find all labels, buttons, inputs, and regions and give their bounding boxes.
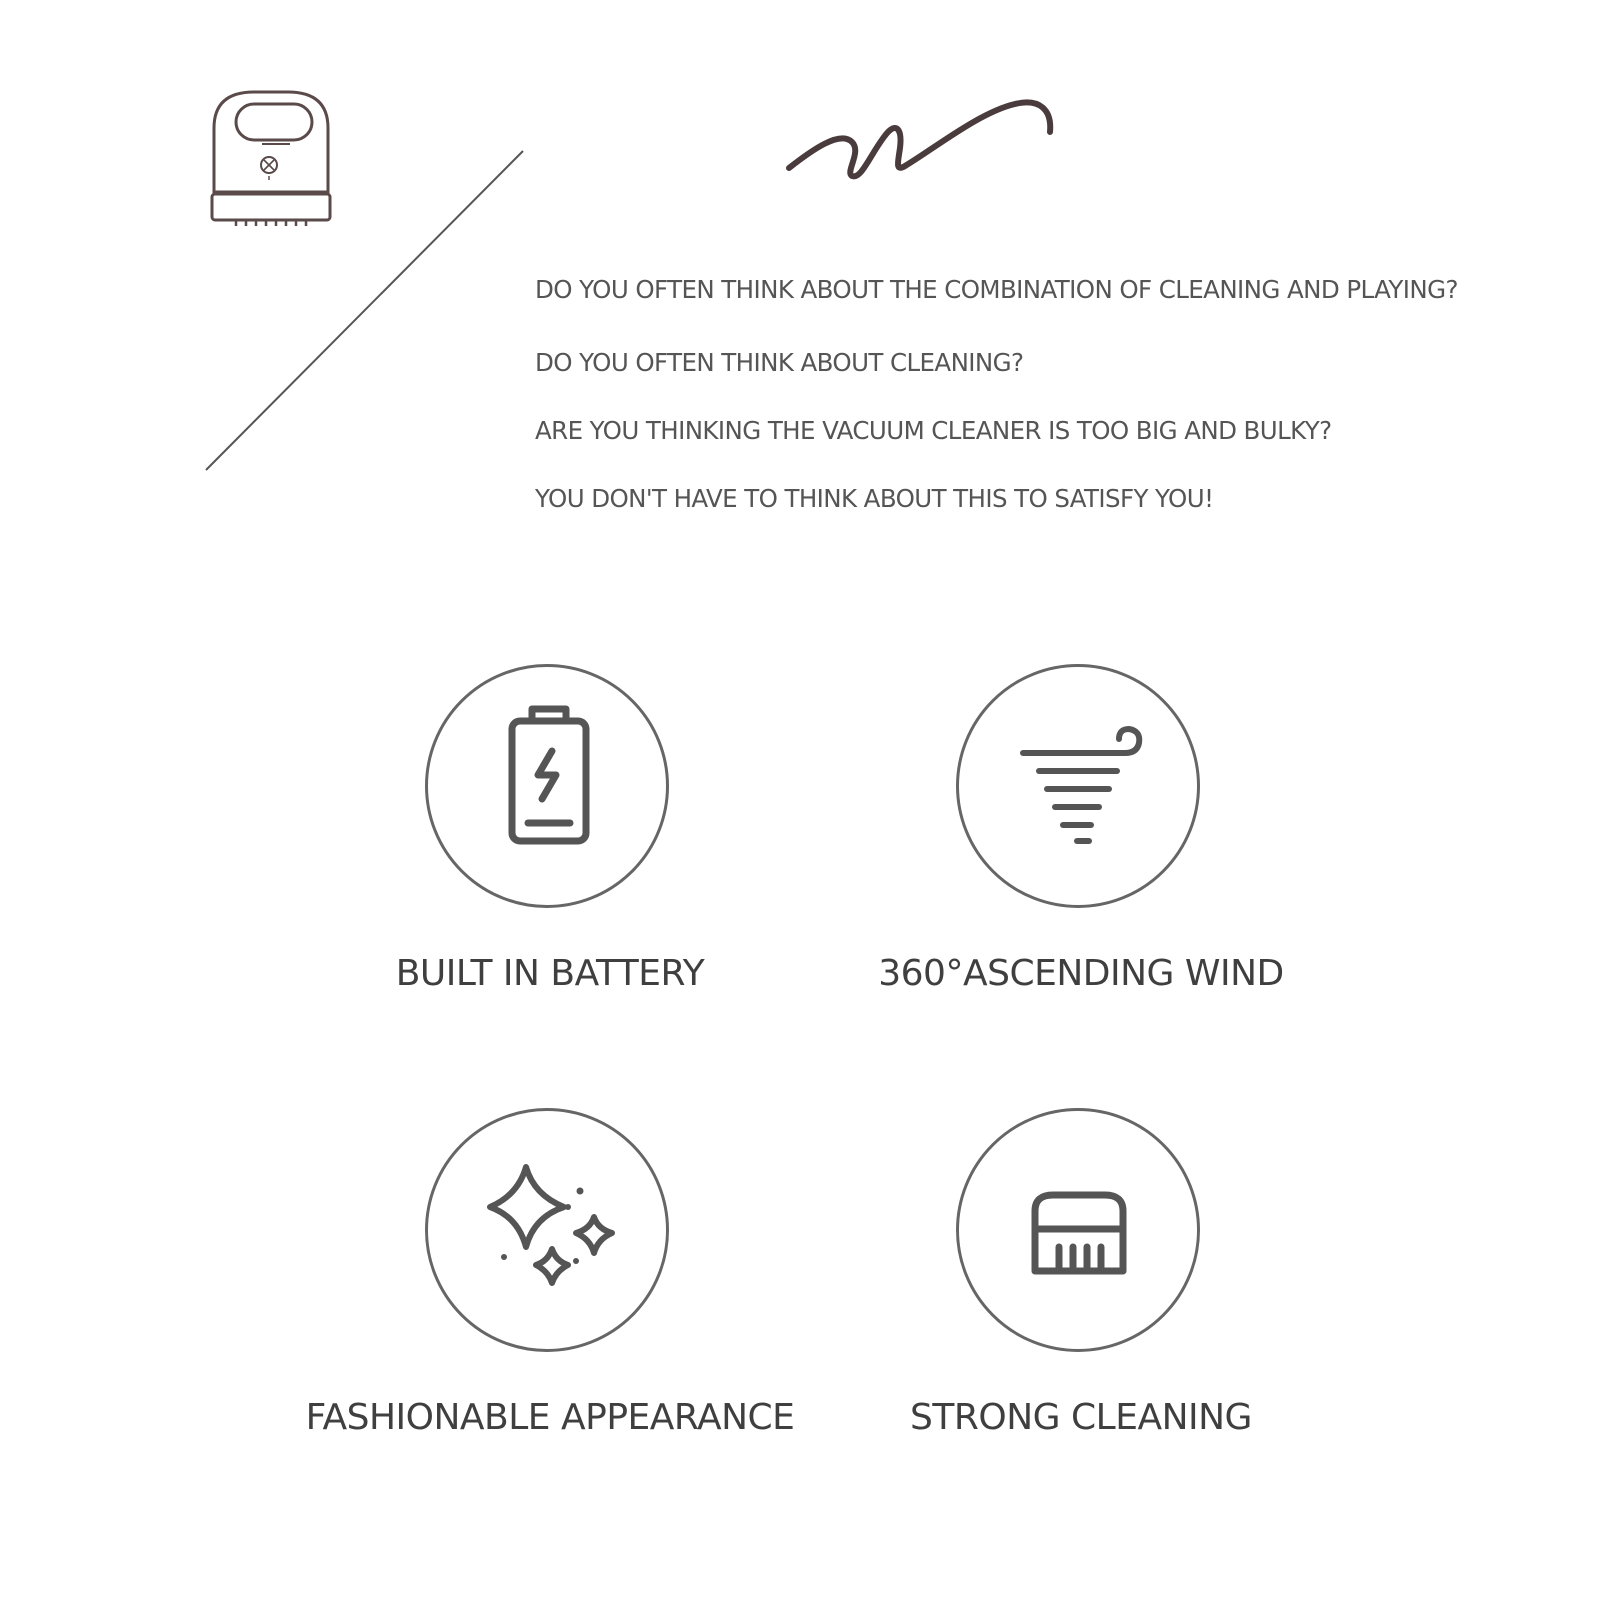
feature-circle (425, 664, 669, 908)
feature-strong-cleaning (801, 1108, 1361, 1528)
feature-built-in-battery (270, 664, 830, 1084)
handwritten-scribble (789, 102, 1050, 176)
feature-fashionable-appearance (270, 1108, 830, 1528)
feature-circle (956, 664, 1200, 908)
mini-vacuum-icon (212, 92, 330, 226)
sparkles-icon (428, 1111, 666, 1349)
feature-ascending-wind (801, 664, 1361, 1084)
question-text: DO YOU OFTEN THINK ABOUT CLEANING? (535, 348, 1024, 377)
question-text: ARE YOU THINKING THE VACUUM CLEANER IS TOO BIG AND BULKY? (535, 416, 1332, 445)
feature-label: STRONG CLEANING (910, 1397, 1252, 1438)
feature-circle (425, 1108, 669, 1352)
feature-label: FASHIONABLE APPEARANCE (305, 1397, 795, 1438)
tornado-wind-icon (959, 667, 1197, 905)
feature-label: 360°ASCENDING WIND (878, 953, 1284, 994)
battery-charging-icon (428, 667, 666, 905)
diagonal-divider (206, 151, 523, 470)
question-text: DO YOU OFTEN THINK ABOUT THE COMBINATION OF CLEANING AND PLAYING? (535, 275, 1458, 304)
vacuum-brush-icon (959, 1111, 1197, 1349)
feature-circle (956, 1108, 1200, 1352)
question-text: YOU DON'T HAVE TO THINK ABOUT THIS TO SATISFY YOU! (535, 484, 1214, 513)
feature-label: BUILT IN BATTERY (395, 953, 705, 994)
